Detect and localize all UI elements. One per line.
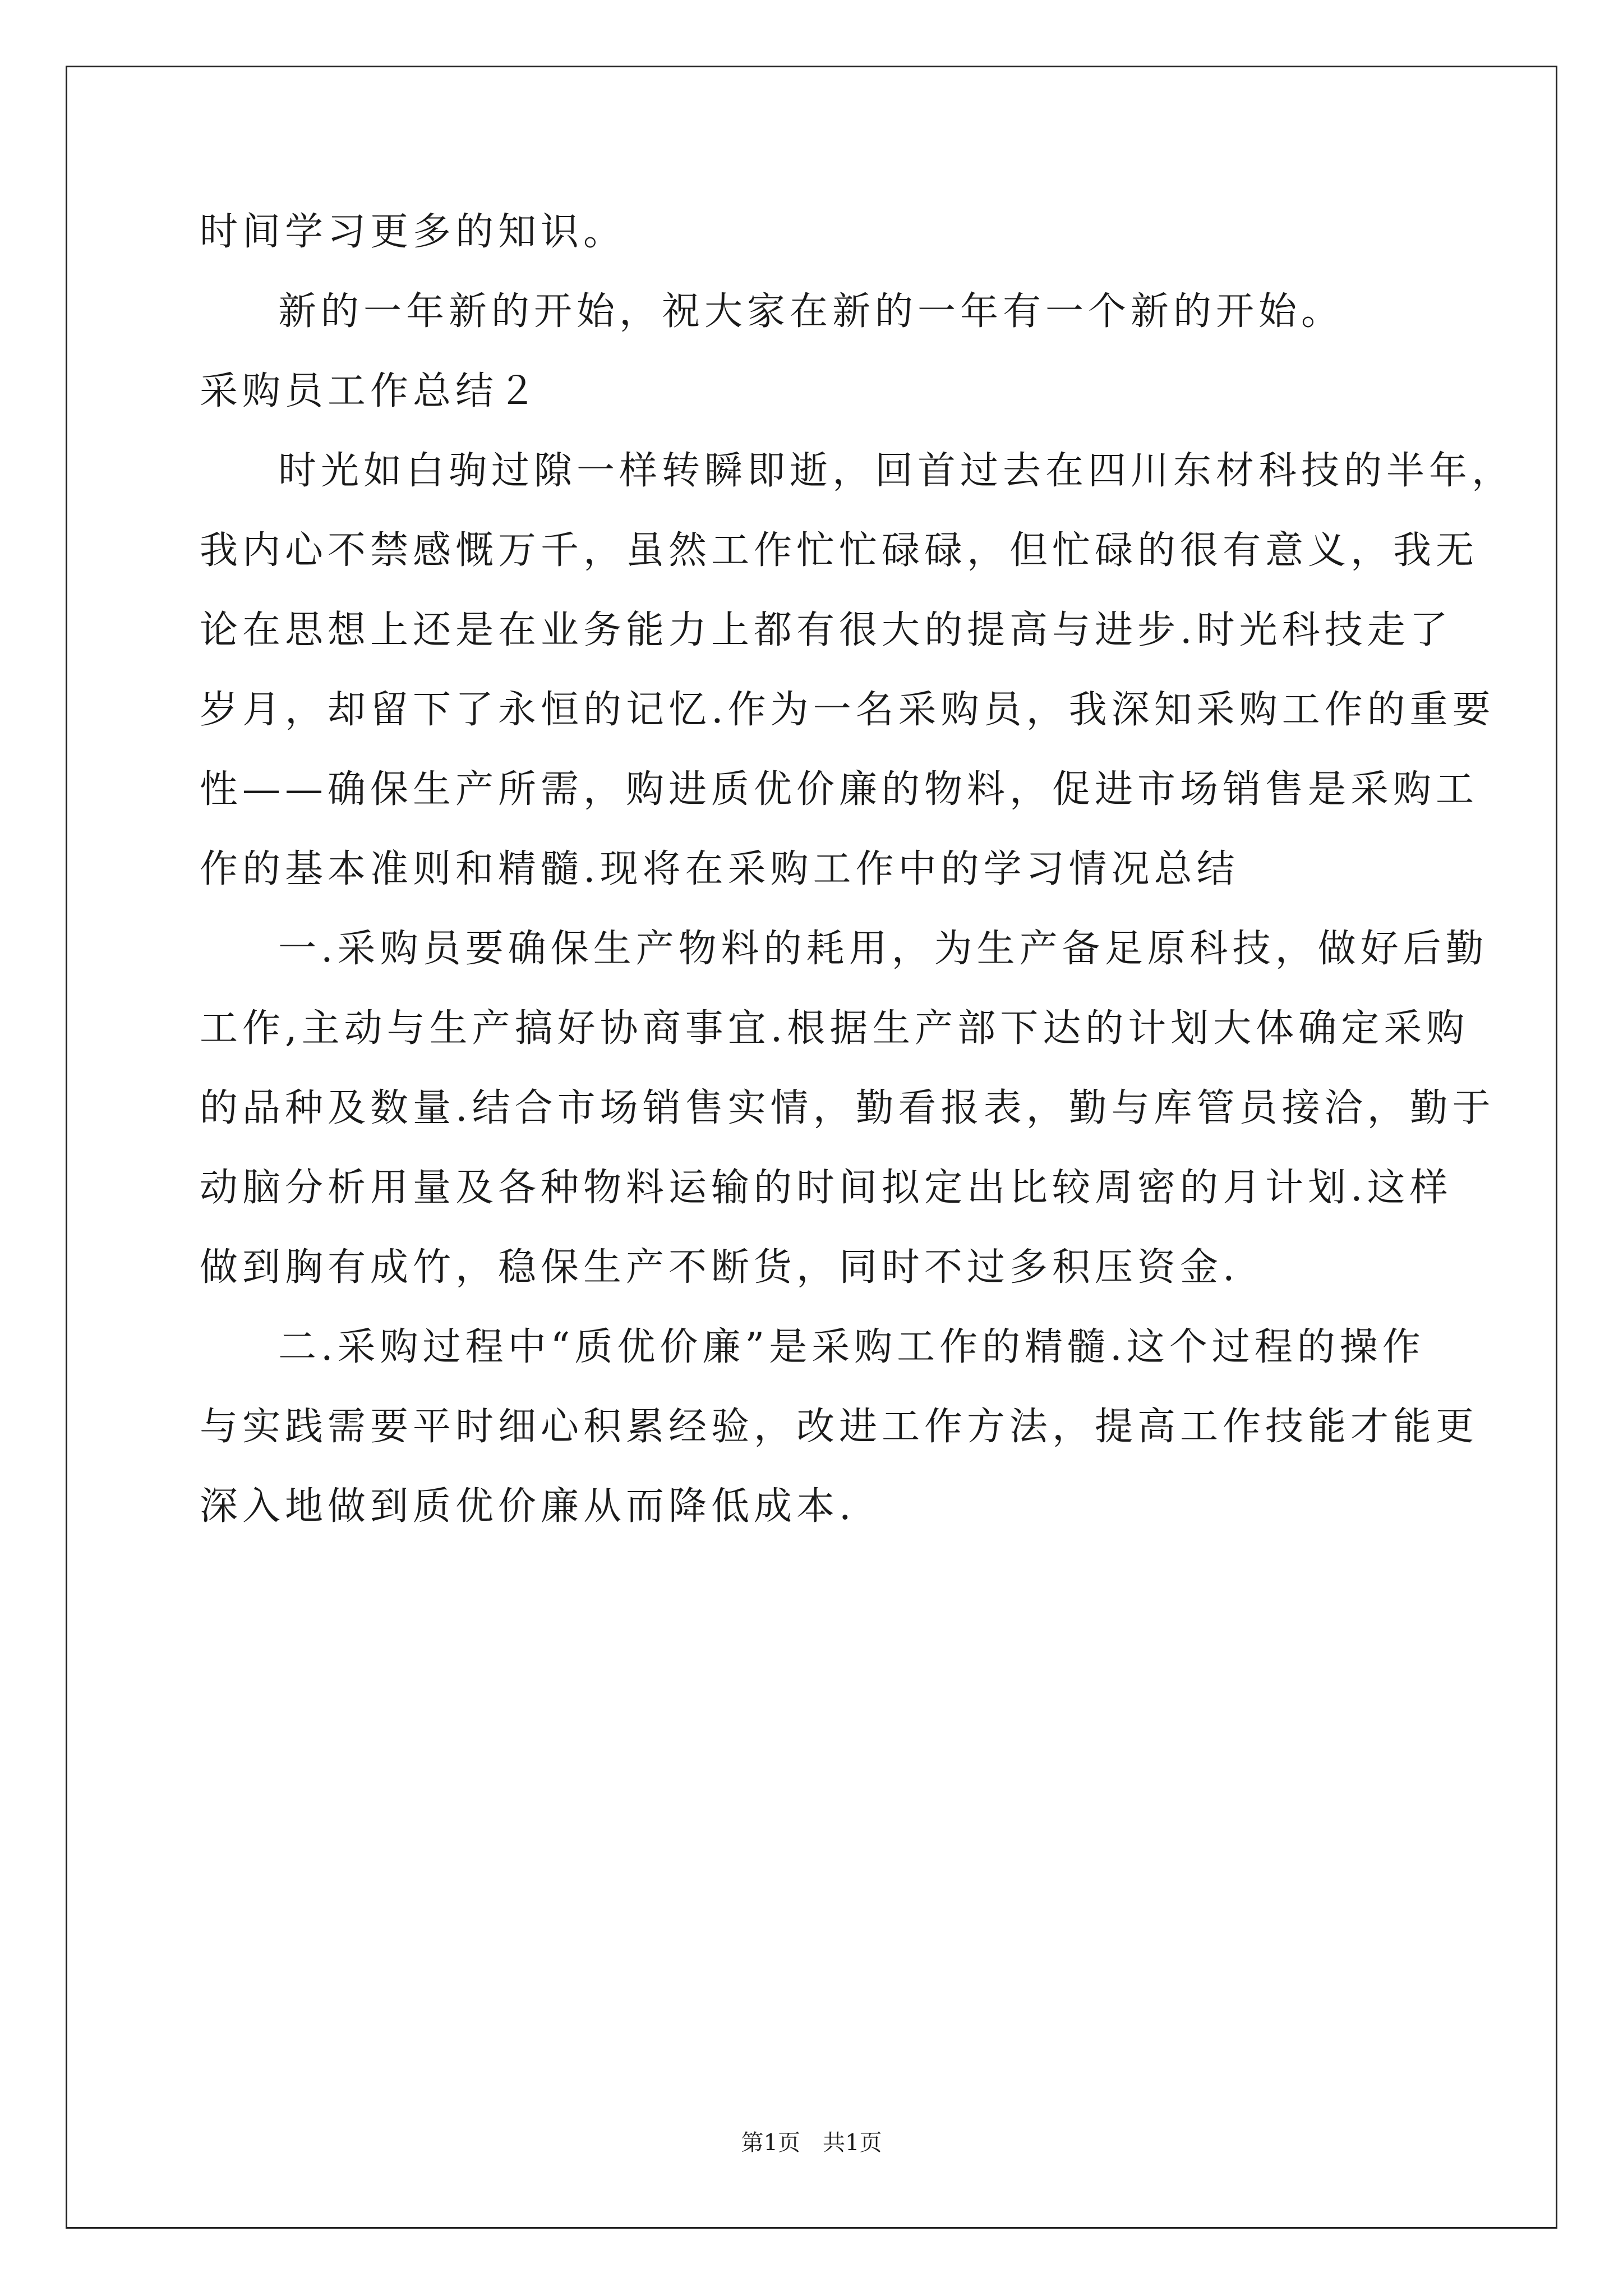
text-line: 深入地做到质优价廉从而降低成本. bbox=[200, 1484, 856, 1529]
text-line: 一.采购员要确保生产物料的耗用，为生产备足原科技，做好后勤 bbox=[278, 927, 1488, 971]
text-line: 岁月，却留下了永恒的记忆.作为一名采购员，我深知采购工作的重要 bbox=[200, 688, 1495, 732]
text-line: 动脑分析用量及各种物料运输的时间拟定出比较周密的月计划.这样 bbox=[200, 1166, 1453, 1210]
text-line: 工作,主动与生产搞好协商事宜.根据生产部下达的计划大体确定采购 bbox=[200, 1006, 1469, 1051]
text-line: 与实践需要平时细心积累经验，改进工作方法，提高工作技能才能更 bbox=[200, 1405, 1479, 1449]
text-line: 二.采购过程中“质优价廉”是采购工作的精髓.这个过程的操作 bbox=[278, 1325, 1425, 1369]
text-line: 做到胸有成竹，稳保生产不断货，同时不过多积压资金. bbox=[200, 1245, 1239, 1290]
text-line: 时光如白驹过隙一样转瞬即逝，回首过去在四川东材科技的半年， bbox=[278, 449, 1515, 493]
text-line: 的品种及数量.结合市场销售实情，勤看报表，勤与库管员接洽，勤于 bbox=[200, 1086, 1495, 1130]
text-line: 性——确保生产所需，购进质优价廉的物料，促进市场销售是采购工 bbox=[200, 767, 1479, 812]
text-line: 新的一年新的开始，祝大家在新的一年有一个新的开始。 bbox=[278, 289, 1344, 334]
section-heading: 采购员工作总结２ bbox=[200, 369, 541, 413]
text-line: 时间学习更多的知识。 bbox=[200, 210, 626, 254]
text-line: 作的基本准则和精髓.现将在采购工作中的学习情况总结 bbox=[200, 847, 1239, 891]
page-number-footer: 第1页 共1页 bbox=[741, 2130, 882, 2156]
text-line: 论在思想上还是在业务能力上都有很大的提高与进步.时光科技走了 bbox=[200, 608, 1453, 652]
text-line: 我内心不禁感慨万千，虽然工作忙忙碌碌，但忙碌的很有意义，我无 bbox=[200, 528, 1479, 573]
